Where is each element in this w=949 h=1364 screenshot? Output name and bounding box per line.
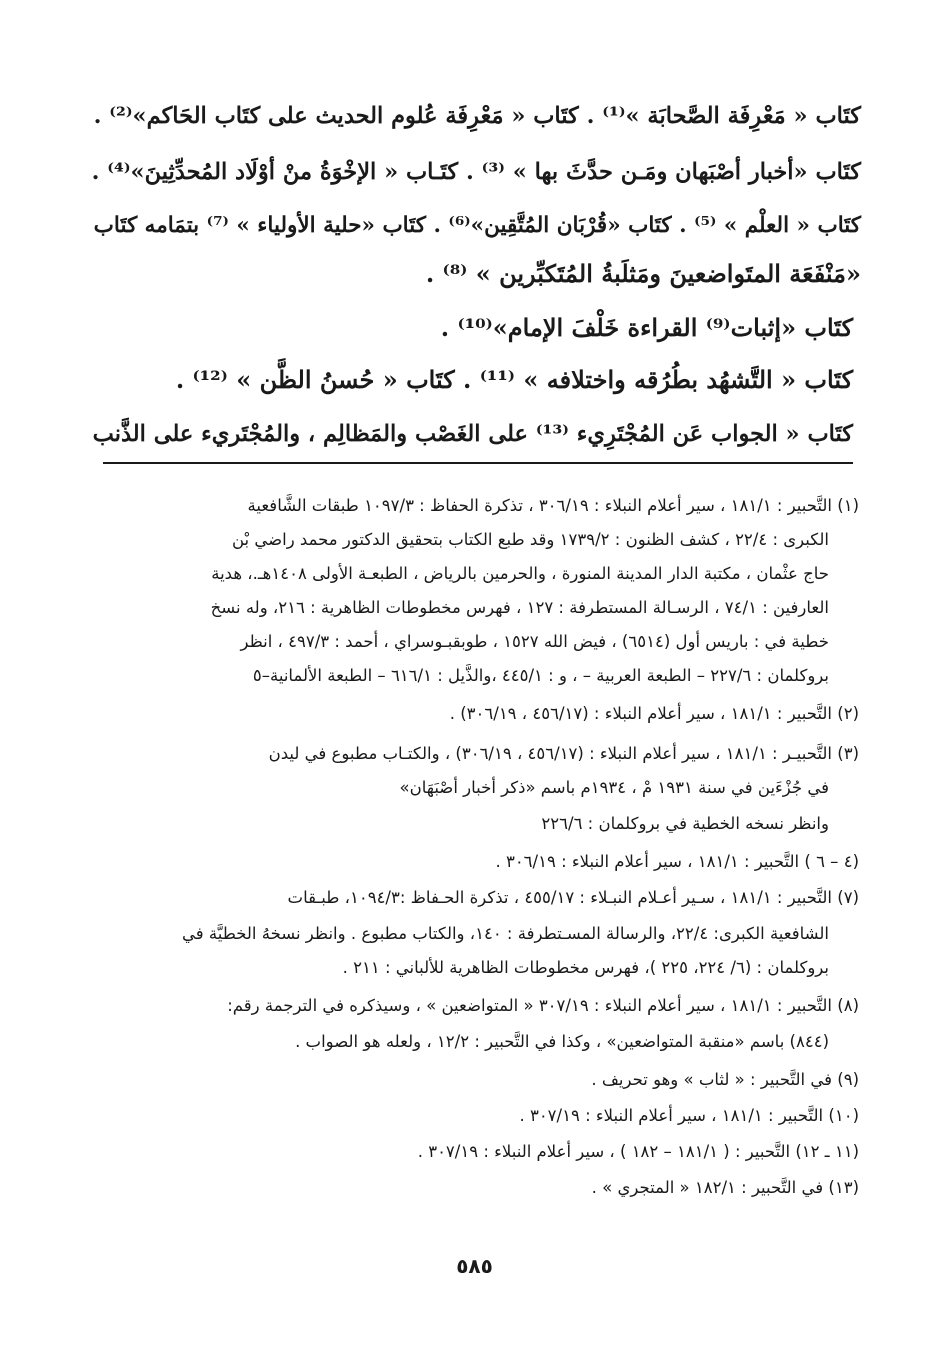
- footnote-line: (٢) التَّحبير : ١٨١/١ ، سير أعلام النبلاء : (٤٥٦/١٧ ، ٣٠٦/١٩) .: [449, 704, 859, 723]
- footnote-line: (١٣) في التَّحبير : ١٨٢/١ « المتجري » .: [591, 1178, 859, 1197]
- footnote-line: (٤ – ٦ ) التَّحبير : ١٨١/١ ، سير أعلام النبلاء : ٣٠٦/١٩ .: [495, 852, 859, 871]
- main-text-line: كتَاب « مَعْرِفَة الصَّحابَة »⁽¹⁾ . كتَاب « مَعْرِفَة عُلوم الحديث على كتَاب الحَاكم»⁽²⁾ .: [93, 103, 861, 129]
- footnote-line: (١١ ـ ١٢) التَّحبير : ( ١٨١/١ – ١٨٢ ) ، سير أعلام النبلاء : ٣٠٧/١٩ .: [417, 1142, 859, 1161]
- footnote-line: (١٠) التَّحبير : ١٨١/١ ، سير أعلام النبلاء : ٣٠٧/١٩ .: [519, 1106, 859, 1125]
- main-text-line: كتَاب «إثبات⁽⁹⁾ القراءة خَلْفَ الإمام»⁽¹⁰⁾ .: [440, 313, 853, 342]
- footnote-line: حاج عثْمان ، مكتبة الدار المدينة المنورة ، والحرمين بالرياض ، الطبعـة الأولى ١٤٠٨هـ.، هدية: [211, 564, 829, 583]
- footnote-line: بروكلمان : (٦/ ٢٢٤، ٢٢٥ )، فهرس مخطوطات الظاهرية للألباني : ٢١١ .: [342, 958, 829, 977]
- footnote-line: (٧) التَّحبير : ١٨١/١ ، سـير أعـلام النبـلاء : ٤٥٥/١٧ ، تذكرة الحـفاظ :١٠٩٤/٣، طبـقات: [287, 888, 859, 907]
- footnote-line: (٨٤٤) باسم «منقبة المتواضعين» ، وكذا في التَّحبير : ١٢/٢ ، ولعله هو الصواب .: [295, 1032, 829, 1051]
- footnote-line: في جُزْءَين في سنة ١٩٣١ مْ ، ١٩٣٤م باسم «ذكر أخبار أصْبَهَان»: [399, 778, 829, 797]
- main-text-line: كتَاب « الجواب عَن المُجْتَرِيء ⁽¹³⁾ على الغَصْب والمَظالِم ، والمُجْتَريء على الذَّنب: [92, 421, 853, 447]
- main-text-line: كتَاب « العلْم » ⁽⁵⁾ . كتَاب «قُرْبَان المُتَّقِين»⁽⁶⁾ . كتَاب «حلية الأولياء » ⁽⁷⁾ بتمَامه كتَاب: [93, 213, 861, 238]
- footnote-line: (٨) التَّحبير : ١٨١/١ ، سير أعلام النبلاء : ٣٠٧/١٩ « المتواضعين » ، وسيذكره في الترجمة رقم:: [227, 996, 859, 1015]
- footnote-line: الشافعية الكبرى: ٢٢/٤، والرسالة المسـتطرفة : ١٤٠، والكتاب مطبوع . وانظر نسخهُ الخطيَّة في: [182, 924, 829, 943]
- footnote-line: خطية في : باريس أول (٦٥١٤) ، فيض الله ١٥٢٧ ، طوبقبـوسراي ، أحمد : ٤٩٧/٣ ، انظر: [240, 632, 829, 651]
- footnote-line: وانظر نسخه الخطية في بروكلمان : ٢٢٦/٦: [541, 814, 829, 833]
- page-number: ٥٨٥: [456, 1254, 493, 1278]
- footnote-line: (٩) في التَّحبير : « لثاب » وهو تحريف .: [591, 1070, 859, 1089]
- footnote-separator: [103, 462, 853, 464]
- main-text-line: كتَاب « التَّشهُد بطُرُقه واختلافه » ⁽¹¹⁾ . كتَاب « حُسنُ الظَّن » ⁽¹²⁾ .: [175, 365, 853, 394]
- main-text-line: كتَاب «أخبار أصْبَهان ومَـن حدَّثَ بها » ⁽³⁾ . كتَـاب « الإخْوَةُ منْ أوْلَاد المُحدِّثِينَ»⁽⁴⁾ .: [91, 159, 861, 185]
- footnote-line: بروكلمان : ٢٢٧/٦ – الطبعة العربية – ، و : ٤٤٥/١ ،والذَّيل : ٦١٦/١ – الطبعة الألمانية–٥: [252, 666, 829, 685]
- footnote-line: (١) التَّحبير : ١٨١/١ ، سير أعلام النبلاء : ٣٠٦/١٩ ، تذكرة الحفاظ : ١٠٩٧/٣ طبقات الشَّافعية: [247, 496, 859, 515]
- main-text-line: «مَنْفَعَة المتَواضعينَ ومَثلَبةُ المُتَكبِّرين » ⁽⁸⁾ .: [425, 259, 861, 288]
- footnote-line: العارفين : ٧٤/١ ، الرسـالة المستطرفة : ١٢٧ ، فهرس مخطوطات الظاهرية : ٢١٦، وله نسخ: [210, 598, 829, 617]
- footnote-line: الكبرى : ٢٢/٤ ، كشف الظنون : ١٧٣٩/٢ وقد طبع الكتاب بتحقيق الدكتور محمد راضي بْن: [231, 530, 829, 549]
- footnote-line: (٣) التَّحبيـر : ١٨١/١ ، سير أعلام النبلاء : (٤٥٦/١٧ ، ٣٠٦/١٩) ، والكتـاب مطبوع في ليدن: [268, 744, 859, 763]
